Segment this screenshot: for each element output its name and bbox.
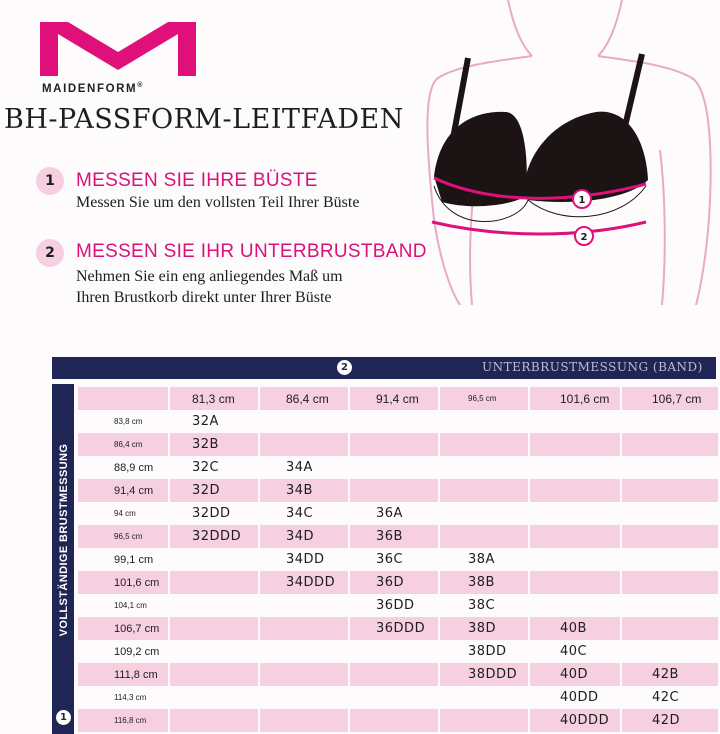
bra-size: 36DDD (376, 621, 426, 636)
bra-size: 36D (376, 575, 405, 590)
size-cell (170, 663, 260, 686)
band-col-5: 101,6 cm (530, 387, 622, 410)
size-cell (530, 686, 622, 709)
table-row (78, 663, 718, 686)
bust-measure-cell: 94 cm (78, 502, 170, 525)
bra-size: 40B (560, 621, 587, 636)
size-cell (260, 525, 350, 548)
bust-measure-cell: 99,1 cm (78, 548, 170, 571)
bust-measure-cell: 101,6 cm (78, 571, 170, 594)
size-cell (170, 571, 260, 594)
size-cell (350, 548, 440, 571)
brand-name (42, 82, 144, 95)
size-cell (622, 663, 718, 686)
size-cell (530, 663, 622, 686)
bust-side-number: 1 (56, 710, 71, 725)
size-cell (260, 410, 350, 433)
bust-measure-cell: 116,8 cm (78, 709, 170, 732)
size-cell (260, 663, 350, 686)
bra-size: 36B (376, 529, 403, 544)
bra-size: 38DD (468, 644, 507, 659)
table-row (78, 594, 718, 617)
size-cell (530, 640, 622, 663)
size-cell (350, 410, 440, 433)
svg-text:1: 1 (578, 195, 586, 206)
band-col-1: 81,3 cm (170, 387, 260, 410)
maidenform-m-mark (36, 18, 200, 78)
size-cell (170, 548, 260, 571)
size-cell (350, 686, 440, 709)
marker-1 (573, 190, 591, 208)
size-cell (530, 594, 622, 617)
bra-size: 40DDD (560, 713, 610, 728)
size-cell (622, 479, 718, 502)
step-2-text-line2: Ihren Brustkorb direkt unter Ihrer Büste (76, 289, 332, 306)
size-cell (622, 709, 718, 732)
bra-size: 36DD (376, 598, 415, 613)
bust-measure-cell: 109,2 cm (78, 640, 170, 663)
size-cell (622, 617, 718, 640)
size-cell (350, 640, 440, 663)
size-cell (260, 548, 350, 571)
size-cell (530, 548, 622, 571)
size-cell (530, 525, 622, 548)
size-cell (350, 479, 440, 502)
band-col-4: 96,5 cm (440, 387, 530, 410)
size-cell (622, 571, 718, 594)
step-2-badge: 2 (36, 239, 64, 267)
size-cell (530, 410, 622, 433)
size-cell (350, 594, 440, 617)
bra-size: 38DDD (468, 667, 518, 682)
registered-mark: ® (137, 82, 144, 89)
step-2-heading: MESSEN SIE IHR UNTERBRUSTBAND (76, 241, 427, 262)
bra-size: 42D (652, 713, 681, 728)
size-cell (622, 456, 718, 479)
size-cell (440, 709, 530, 732)
size-cell (260, 433, 350, 456)
bust-measure-cell: 106,7 cm (78, 617, 170, 640)
bust-measure-cell: 96,5 cm (78, 525, 170, 548)
table-row (78, 410, 718, 433)
band-header-label: UNTERBRUSTMESSUNG (BAND) (482, 360, 703, 374)
table-row (78, 686, 718, 709)
step-1-badge: 1 (36, 167, 64, 195)
bra-size: 34C (286, 506, 314, 521)
bra-size: 34B (286, 483, 313, 498)
size-cell (260, 617, 350, 640)
size-cell (440, 663, 530, 686)
size-cell (622, 525, 718, 548)
size-cell (170, 479, 260, 502)
table-row (78, 709, 718, 732)
size-cell (260, 502, 350, 525)
bra-size: 36C (376, 552, 404, 567)
size-cell (440, 410, 530, 433)
size-cell (530, 617, 622, 640)
size-cell (622, 502, 718, 525)
bra-size: 32DDD (192, 529, 242, 544)
size-cell (622, 594, 718, 617)
size-cell (260, 594, 350, 617)
band-header-row (78, 387, 718, 410)
size-cell (170, 502, 260, 525)
bust-measure-cell: 86,4 cm (78, 433, 170, 456)
brand-wordmark: MAIDENFORM (42, 82, 138, 95)
bust-side-bar (52, 384, 74, 734)
bra-size: 42B (652, 667, 679, 682)
table-row (78, 640, 718, 663)
size-cell (350, 525, 440, 548)
size-cell (260, 456, 350, 479)
size-cell (530, 479, 622, 502)
size-cell (170, 410, 260, 433)
bra-size: 38C (468, 598, 496, 613)
table-row (78, 479, 718, 502)
size-cell (170, 686, 260, 709)
bra-size: 32A (192, 414, 219, 429)
band-col-2: 86,4 cm (260, 387, 350, 410)
size-cell (440, 525, 530, 548)
bust-side-label: VOLLSTÄNDIGE BRUSTMESSUNG (58, 443, 70, 637)
size-cell (440, 433, 530, 456)
bra-size: 38D (468, 621, 497, 636)
maidenform-logo (36, 18, 206, 78)
size-cell (350, 502, 440, 525)
size-cell (170, 456, 260, 479)
bra-size: 32D (192, 483, 221, 498)
size-cell (530, 571, 622, 594)
table-row (78, 456, 718, 479)
size-cell (440, 617, 530, 640)
bust-measure-cell: 88,9 cm (78, 456, 170, 479)
size-cell (350, 617, 440, 640)
step-1-text: Messen Sie um den vollsten Teil Ihrer Büste (76, 194, 360, 211)
bust-measure-cell: 91,4 cm (78, 479, 170, 502)
size-cell (622, 433, 718, 456)
size-cell (440, 571, 530, 594)
size-cell (440, 479, 530, 502)
band-header-bar (52, 357, 716, 379)
size-cell (440, 640, 530, 663)
page-title: BH-PASSFORM-LEITFADEN (4, 104, 404, 135)
size-cell (622, 548, 718, 571)
table-row (78, 617, 718, 640)
bra-size: 34D (286, 529, 315, 544)
bra-size: 38B (468, 575, 495, 590)
size-cell (440, 686, 530, 709)
size-cell (260, 686, 350, 709)
size-cell (622, 410, 718, 433)
size-cell (622, 686, 718, 709)
bra-size: 38A (468, 552, 495, 567)
bra-size: 40DD (560, 690, 599, 705)
size-cell (440, 594, 530, 617)
table-row (78, 548, 718, 571)
bra-size: 40C (560, 644, 588, 659)
size-cell (170, 617, 260, 640)
corner-cell (78, 387, 170, 410)
size-cell (260, 709, 350, 732)
step-2-text-line1: Nehmen Sie ein eng anliegendes Maß um (76, 268, 343, 285)
size-cell (170, 433, 260, 456)
marker-2 (575, 227, 593, 245)
bra-illustration (410, 0, 720, 305)
step-1-heading: MESSEN SIE IHRE BÜSTE (76, 170, 318, 191)
table-row (78, 571, 718, 594)
bust-measure-cell: 83,8 cm (78, 410, 170, 433)
bra-size: 40D (560, 667, 589, 682)
size-cell (530, 502, 622, 525)
size-cell (170, 594, 260, 617)
size-cell (350, 433, 440, 456)
size-cell (350, 456, 440, 479)
size-chart-grid (78, 387, 718, 732)
table-row (78, 433, 718, 456)
size-cell (350, 709, 440, 732)
size-cell (350, 571, 440, 594)
table-row (78, 502, 718, 525)
size-cell (260, 571, 350, 594)
size-cell (170, 640, 260, 663)
bra-size: 32B (192, 437, 219, 452)
size-cell (350, 663, 440, 686)
size-cell (440, 456, 530, 479)
bust-measure-cell: 104,1 cm (78, 594, 170, 617)
bra-size: 34DD (286, 552, 325, 567)
bust-measure-cell: 111,8 cm (78, 663, 170, 686)
size-cell (622, 640, 718, 663)
svg-text:2: 2 (580, 232, 588, 243)
size-cell (530, 709, 622, 732)
size-cell (260, 479, 350, 502)
size-cell (170, 709, 260, 732)
size-cell (170, 525, 260, 548)
bra-size: 36A (376, 506, 403, 521)
table-row (78, 525, 718, 548)
size-cell (530, 433, 622, 456)
bra-size: 34A (286, 460, 313, 475)
bra-size: 34DDD (286, 575, 336, 590)
size-cell (440, 548, 530, 571)
bra-size: 32C (192, 460, 220, 475)
bra-size: 32DD (192, 506, 231, 521)
band-col-3: 91,4 cm (350, 387, 440, 410)
size-cell (260, 640, 350, 663)
size-cell (440, 502, 530, 525)
size-cell (530, 456, 622, 479)
bra-size: 42C (652, 690, 680, 705)
band-header-number: 2 (337, 360, 352, 375)
bust-measure-cell: 114,3 cm (78, 686, 170, 709)
band-col-6: 106,7 cm (622, 387, 718, 410)
